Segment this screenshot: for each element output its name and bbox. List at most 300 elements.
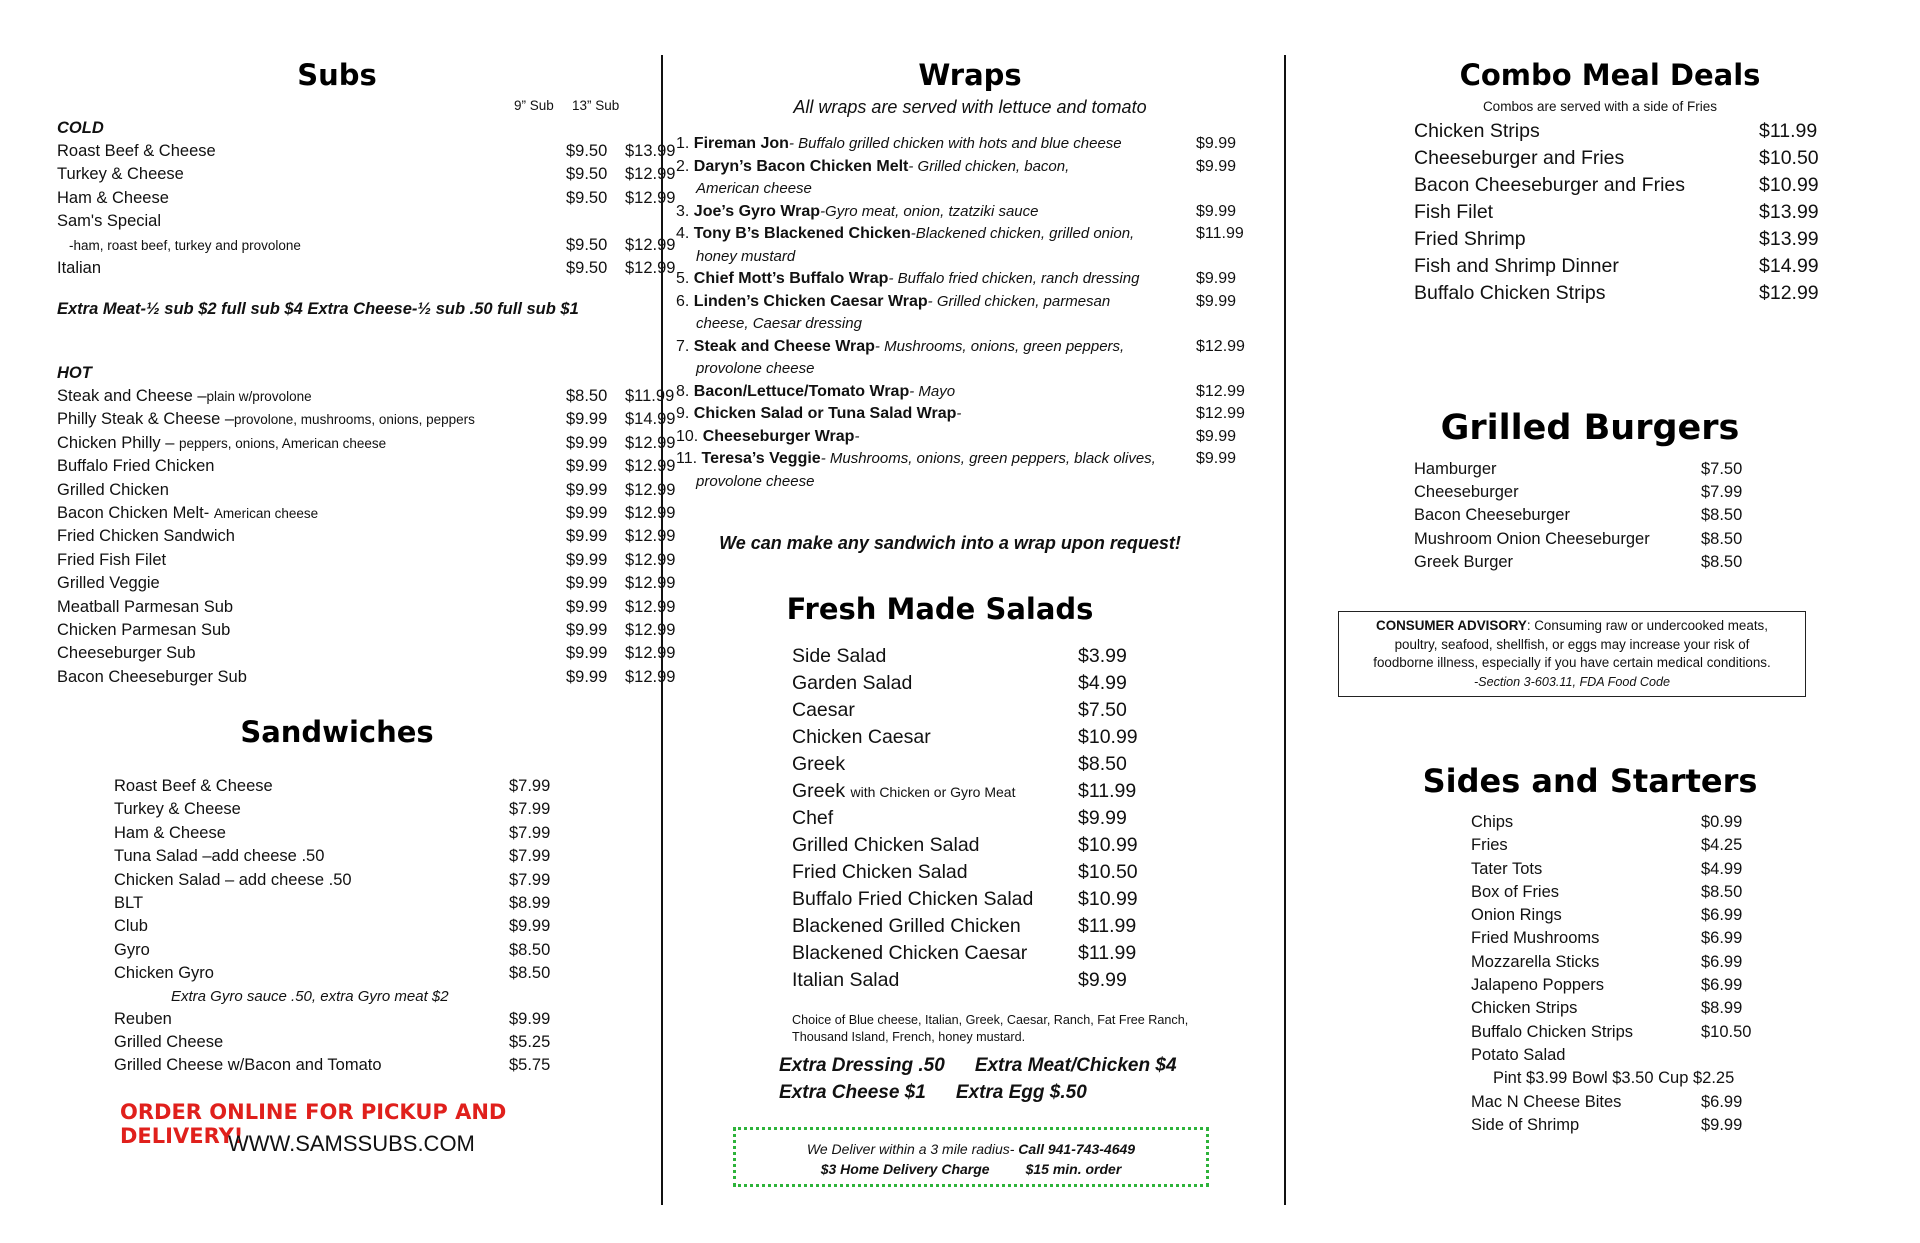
price-small: $9.99	[566, 503, 608, 522]
price-small: $8.50	[566, 387, 608, 405]
side-row	[1471, 834, 1851, 857]
menu-item-row	[57, 642, 676, 665]
sub-size-header-large: 13” Sub	[572, 98, 620, 113]
item-name: Steak and Cheese –	[57, 387, 207, 405]
wrap-price: $9.99	[1196, 427, 1237, 445]
salad-name: Italian Salad	[792, 969, 900, 991]
item-name: Chicken Gyro	[114, 964, 214, 983]
wrap-desc: - Mushrooms, onions, green peppers, black olives,	[820, 450, 1156, 467]
menu-item-row	[114, 892, 614, 915]
side-price: $8.99	[1701, 999, 1743, 1018]
side-price: $6.99	[1701, 1092, 1743, 1111]
wraps-title: Wraps	[918, 58, 1022, 92]
item-price: $7.99	[509, 847, 551, 866]
column-middle	[670, 0, 1270, 1243]
salad-price: $8.50	[1078, 753, 1127, 775]
item-price: $9.99	[509, 917, 551, 936]
salad-row	[792, 886, 1192, 913]
item-name: Philly Steak & Cheese –	[57, 410, 235, 429]
item-name: Bacon Chicken Melt-	[57, 503, 214, 522]
side-price: $4.99	[1701, 859, 1743, 878]
sandwiches-list	[114, 775, 614, 1078]
menu-item-row	[57, 619, 676, 642]
side-price: $6.99	[1701, 976, 1743, 995]
salad-price: $9.99	[1078, 969, 1127, 991]
menu-item-row	[57, 596, 676, 619]
side-price: $6.99	[1701, 952, 1743, 971]
wrap-number: 10.	[676, 427, 703, 445]
combos-list	[1414, 118, 1894, 307]
subs-cold-section	[57, 117, 676, 280]
menu-item-row	[57, 525, 676, 548]
side-row	[1471, 1091, 1851, 1114]
price-small: $9.99	[566, 644, 608, 663]
wrap-item	[676, 156, 1276, 201]
wrap-price: $12.99	[1196, 337, 1245, 355]
wrap-item	[676, 426, 1276, 449]
wrap-price: $12.99	[1196, 382, 1245, 400]
price-small: $9.99	[566, 457, 608, 476]
combo-row	[1414, 118, 1894, 145]
wrap-item	[676, 291, 1276, 336]
price-large: $12.99	[625, 574, 676, 593]
advisory-text-1: : Consuming raw or undercooked meats,	[1526, 618, 1768, 633]
sub-size-header-small: 9” Sub	[514, 98, 554, 113]
item-price: $7.99	[509, 823, 551, 842]
sandwiches-title: Sandwiches	[240, 715, 434, 749]
price-large: $12.99	[625, 235, 676, 254]
salad-name: Grilled Chicken Salad	[792, 834, 980, 856]
item-price: $8.50	[509, 964, 551, 983]
wrap-name: Chief Mott’s Buffalo Wrap	[693, 270, 889, 287]
side-price: $6.99	[1701, 906, 1743, 925]
menu-item-row	[57, 549, 676, 572]
side-name: Potato Salad	[1471, 1045, 1566, 1064]
price-large: $13.99	[625, 142, 676, 160]
wrap-line	[676, 426, 1186, 449]
burger-row	[1414, 504, 1834, 527]
combos-subtitle: Combos are served with a side of Fries	[1482, 99, 1718, 114]
item-name: Meatball Parmesan Sub	[57, 597, 234, 616]
price-small: $9.99	[566, 433, 608, 452]
wrap-desc-cont: provolone cheese	[696, 360, 815, 377]
salad-note: with Chicken or Gyro Meat	[850, 784, 1016, 800]
salad-name: Chef	[792, 807, 834, 829]
wrap-price: $12.99	[1196, 405, 1245, 422]
price-large: $12.99	[625, 527, 676, 546]
column-left	[57, 0, 676, 1243]
combo-row	[1414, 226, 1894, 253]
side-name: Side of Shrimp	[1471, 1115, 1580, 1134]
combo-name: Fried Shrimp	[1414, 228, 1526, 250]
advisory-text-2: poultry, seafood, shellfish, or eggs may increase your risk of	[1394, 636, 1750, 652]
consumer-advisory-box	[1338, 611, 1806, 697]
salad-name: Caesar	[792, 699, 855, 721]
item-price: $7.99	[509, 870, 551, 889]
wrap-desc-cont: American cheese	[696, 180, 812, 197]
side-row	[1471, 811, 1851, 834]
burgers-list	[1414, 458, 1834, 574]
salad-row	[792, 724, 1192, 751]
advisory-text-3: foodborne illness, especially if you have certain medical conditions.	[1373, 655, 1771, 670]
item-name: Reuben	[114, 1009, 172, 1028]
salad-price: $9.99	[1078, 807, 1127, 829]
wrap-number: 2.	[676, 157, 694, 175]
wrap-line	[676, 223, 1186, 246]
combo-price: $13.99	[1759, 228, 1819, 250]
wrap-price: $9.99	[1196, 450, 1237, 467]
price-small: $9.99	[566, 667, 608, 686]
side-price: $4.25	[1701, 836, 1743, 855]
delivery-minimum: $15 min. order	[1025, 1161, 1122, 1177]
salad-row	[792, 832, 1192, 859]
burger-row	[1414, 481, 1834, 504]
delivery-charge: $3 Home Delivery Charge	[820, 1161, 990, 1177]
potato-salad-sizes: Pint $3.99 Bowl $3.50 Cup $2.25	[1493, 1069, 1735, 1088]
side-price: $8.50	[1701, 882, 1743, 901]
salad-name: Blackened Chicken Caesar	[792, 942, 1028, 964]
wraps-list	[676, 133, 1276, 493]
combo-name: Buffalo Chicken Strips	[1414, 282, 1606, 304]
dressing-choices-line1: Choice of Blue cheese, Italian, Greek, Caesar, Ranch, Fat Free Ranch,	[792, 1013, 1189, 1027]
side-row	[1471, 1044, 1851, 1067]
wrap-line	[676, 291, 1186, 314]
sides-list	[1471, 811, 1851, 1137]
wrap-number: 3.	[676, 202, 694, 220]
menu-item-row	[57, 140, 676, 163]
menu-item-row	[57, 187, 676, 210]
wrap-item	[676, 381, 1276, 404]
combo-price: $10.99	[1759, 174, 1819, 196]
salad-price: $4.99	[1078, 672, 1127, 694]
menu-item-row	[114, 939, 614, 962]
subs-hot-section	[57, 362, 676, 689]
burger-row	[1414, 551, 1834, 574]
burger-price: $8.50	[1701, 506, 1743, 525]
menu-item-row	[57, 666, 676, 689]
salads-list	[792, 643, 1192, 994]
side-name: Onion Rings	[1471, 906, 1562, 925]
wrap-number: 1.	[676, 135, 694, 152]
price-small: $9.99	[566, 597, 608, 616]
item-price: $5.75	[509, 1056, 551, 1075]
price-small: $9.50	[566, 142, 608, 160]
price-small: $9.50	[566, 258, 608, 277]
combo-price: $11.99	[1759, 120, 1818, 142]
wrap-item	[676, 223, 1276, 268]
price-large: $12.99	[625, 667, 676, 686]
wrap-desc-cont: honey mustard	[696, 247, 796, 265]
combo-name: Fish Filet	[1414, 201, 1494, 223]
wrap-desc: -	[956, 405, 962, 422]
price-large: $12.99	[625, 550, 676, 569]
item-name: Gyro	[114, 940, 150, 959]
burger-name: Hamburger	[1414, 460, 1497, 478]
menu-item-row	[114, 915, 614, 938]
wrap-number: 4.	[676, 225, 694, 242]
salad-price: $11.99	[1078, 942, 1137, 964]
salad-price: $10.99	[1078, 834, 1138, 856]
burger-name: Bacon Cheeseburger	[1414, 506, 1570, 525]
menu-item-row	[114, 1054, 614, 1077]
salad-price: $10.50	[1078, 861, 1138, 883]
item-name: Fried Chicken Sandwich	[57, 527, 235, 546]
price-small: $9.50	[566, 165, 608, 184]
salad-name: Greek	[792, 753, 846, 775]
order-online-banner: ORDER ONLINE FOR PICKUP AND DELIVERY!	[120, 1100, 507, 1148]
price-small: $9.50	[566, 188, 608, 207]
wrap-number: 5.	[676, 270, 694, 287]
price-large: $11.99	[625, 387, 675, 405]
wrap-line	[676, 268, 1186, 291]
price-small: $9.50	[566, 235, 608, 254]
wrap-name: Cheeseburger Wrap	[702, 427, 855, 445]
advisory-source: -Section 3-603.11, FDA Food Code	[1473, 674, 1670, 689]
burger-row	[1414, 458, 1834, 481]
price-large: $12.99	[625, 165, 676, 184]
wrap-name: Steak and Cheese Wrap	[693, 337, 875, 355]
combo-row	[1414, 199, 1894, 226]
salads-title: Fresh Made Salads	[786, 592, 1094, 626]
item-name: Club	[114, 917, 148, 936]
menu-item-row	[57, 572, 676, 595]
combo-name: Bacon Cheeseburger and Fries	[1414, 174, 1685, 196]
extra-meat-cheese-note: Extra Meat-½ sub $2 full sub $4 Extra Cheese-½ sub .50 full sub $1	[57, 300, 579, 318]
hot-list	[57, 385, 676, 689]
menu-item-row	[114, 869, 614, 892]
side-row	[1471, 1021, 1851, 1044]
salad-price: $7.50	[1078, 699, 1127, 721]
wrap-request-note: We can make any sandwich into a wrap upon request!	[719, 533, 1181, 553]
wrap-desc: - Mayo	[909, 382, 956, 400]
salad-row	[792, 751, 1192, 778]
side-row	[1471, 1114, 1851, 1137]
side-name: Mozzarella Sticks	[1471, 952, 1600, 971]
menu-item-row	[114, 798, 614, 821]
wrap-desc: - Grilled chicken, bacon,	[908, 157, 1070, 175]
wrap-item	[676, 268, 1276, 291]
item-name: Cheeseburger Sub	[57, 644, 196, 663]
burger-price: $7.50	[1701, 460, 1743, 478]
wrap-number: 7.	[676, 337, 694, 355]
combo-price: $13.99	[1759, 201, 1819, 223]
salad-name: Fried Chicken Salad	[792, 861, 968, 883]
wrap-desc: - Grilled chicken, parmesan	[927, 292, 1111, 310]
item-price: $9.99	[509, 1009, 551, 1028]
wrap-line	[676, 201, 1186, 224]
delivery-phone: Call 941-743-4649	[1018, 1141, 1136, 1157]
combo-row	[1414, 253, 1894, 280]
side-row	[1471, 881, 1851, 904]
combo-name: Chicken Strips	[1414, 120, 1540, 142]
menu-item-row	[114, 962, 614, 985]
menu-item-row	[57, 234, 676, 257]
price-large: $12.99	[625, 457, 676, 476]
salad-row	[792, 805, 1192, 832]
price-small: $9.99	[566, 620, 608, 639]
menu-item-row	[114, 1031, 614, 1054]
menu-item-row	[57, 408, 676, 431]
side-row	[1471, 951, 1851, 974]
salad-extras	[779, 1052, 1177, 1106]
menu-item-row	[57, 455, 676, 478]
item-price: $5.25	[509, 1032, 551, 1051]
wrap-price: $9.99	[1196, 157, 1237, 175]
price-large: $12.99	[625, 597, 676, 616]
wrap-name: Bacon/Lettuce/Tomato Wrap	[693, 382, 910, 400]
combo-price: $12.99	[1759, 282, 1819, 304]
wrap-name: Chicken Salad or Tuna Salad Wrap	[693, 405, 957, 422]
item-name: Chicken Philly –	[57, 433, 179, 452]
wrap-desc: - Mushrooms, onions, green peppers,	[874, 337, 1125, 355]
item-name: Ham & Cheese	[114, 823, 226, 842]
salad-price: $10.99	[1078, 726, 1138, 748]
wrap-name: Fireman Jon	[693, 135, 789, 152]
wrap-line	[676, 133, 1186, 156]
wrap-item	[676, 201, 1276, 224]
price-small: $9.99	[566, 410, 608, 429]
wrap-name: Joe’s Gyro Wrap	[693, 202, 821, 220]
salad-price: $3.99	[1078, 645, 1127, 667]
item-name: Turkey & Cheese	[114, 800, 241, 819]
item-note: American cheese	[213, 505, 319, 521]
item-note: plain w/provolone	[206, 389, 312, 404]
item-note: peppers, onions, American cheese	[178, 435, 387, 451]
side-name: Fries	[1471, 836, 1508, 855]
side-name: Jalapeno Poppers	[1471, 976, 1605, 995]
price-small: $9.99	[566, 480, 608, 499]
salad-row	[792, 670, 1192, 697]
side-row	[1471, 904, 1851, 927]
menu-item-row	[57, 385, 675, 408]
advisory-label: CONSUMER ADVISORY	[1376, 618, 1527, 633]
wrap-line	[676, 448, 1186, 471]
hot-label: HOT	[57, 364, 92, 382]
wrap-price: $9.99	[1196, 270, 1237, 287]
combo-name: Cheeseburger and Fries	[1414, 147, 1625, 169]
burger-row	[1414, 528, 1834, 551]
wrap-number: 8.	[676, 382, 694, 400]
side-name: Box of Fries	[1471, 882, 1560, 901]
wrap-name: Daryn’s Bacon Chicken Melt	[693, 157, 909, 175]
burger-name: Mushroom Onion Cheeseburger	[1414, 529, 1650, 548]
item-name: Grilled Chicken	[57, 480, 169, 499]
burgers-title: Grilled Burgers	[1440, 408, 1740, 448]
price-large: $14.99	[625, 410, 676, 429]
salad-name: Blackened Grilled Chicken	[792, 915, 1021, 937]
combo-price: $10.50	[1759, 147, 1819, 169]
salad-name: Buffalo Fried Chicken Salad	[792, 888, 1034, 910]
menu-item-row	[57, 432, 676, 455]
burger-name: Cheeseburger	[1414, 483, 1519, 502]
subs-title: Subs	[297, 58, 377, 92]
column-divider-right	[1284, 55, 1286, 1205]
side-price: $0.99	[1701, 813, 1743, 831]
delivery-radius: We Deliver within a 3 mile radius-	[806, 1141, 1019, 1157]
gyro-extras-note: Extra Gyro sauce .50, extra Gyro meat $2	[171, 987, 449, 1005]
side-name: Tater Tots	[1471, 859, 1543, 878]
dressing-choices-line2: Thousand Island, French, honey mustard.	[792, 1030, 1026, 1044]
salad-price: $10.99	[1078, 888, 1138, 910]
item-name: Buffalo Fried Chicken	[57, 457, 215, 476]
wrap-price: $9.99	[1196, 292, 1237, 310]
salad-row	[792, 913, 1192, 940]
wrap-line	[676, 403, 1186, 426]
price-large: $12.99	[625, 480, 676, 499]
sides-title: Sides and Starters	[1422, 762, 1758, 800]
salad-row	[792, 778, 1192, 805]
side-row	[1471, 927, 1851, 950]
item-price: $7.99	[509, 777, 551, 795]
salad-name: Garden Salad	[792, 672, 913, 694]
menu-item-row	[57, 210, 637, 233]
delivery-info-box	[733, 1127, 1209, 1187]
wrap-line	[676, 156, 1186, 179]
extra-cheese: Extra Cheese $1	[779, 1082, 926, 1103]
combo-name: Fish and Shrimp Dinner	[1414, 255, 1619, 277]
wraps-subtitle: All wraps are served with lettuce and tomato	[793, 97, 1147, 117]
item-note: provolone, mushrooms, onions, peppers	[234, 412, 475, 428]
salad-name: Side Salad	[792, 645, 887, 667]
wrap-desc-cont: cheese, Caesar dressing	[696, 315, 862, 332]
item-name: Grilled Cheese	[114, 1032, 224, 1051]
side-price: $9.99	[1701, 1115, 1743, 1134]
item-name: Chicken Salad – add cheese .50	[114, 870, 352, 889]
price-large: $12.99	[625, 433, 676, 452]
side-name: Chips	[1471, 813, 1514, 831]
wrap-desc: -Blackened chicken, grilled onion,	[910, 225, 1135, 242]
side-name: Chicken Strips	[1471, 999, 1578, 1018]
wrap-desc: - Buffalo fried chicken, ranch dressing	[888, 270, 1140, 287]
price-large: $12.99	[625, 644, 676, 663]
item-name: Grilled Cheese w/Bacon and Tomato	[114, 1056, 382, 1075]
side-price: $6.99	[1701, 929, 1743, 948]
website-url: WWW.SAMSSUBS.COM	[228, 1131, 475, 1156]
price-large: $12.99	[625, 188, 676, 207]
wrap-price: $9.99	[1196, 202, 1237, 220]
item-name: Italian	[57, 258, 102, 277]
wrap-name: Tony B’s Blackened Chicken	[693, 225, 911, 242]
item-price: $8.99	[509, 893, 551, 912]
price-small: $9.99	[566, 574, 608, 593]
price-large: $12.99	[625, 258, 676, 277]
item-name: Ham & Cheese	[57, 188, 169, 207]
wrap-number: 9.	[676, 405, 694, 422]
item-name: Roast Beef & Cheese	[114, 777, 273, 795]
menu-item-row	[57, 163, 676, 186]
salad-name: Chicken Caesar	[792, 726, 931, 748]
wrap-name: Teresa’s Veggie	[701, 450, 821, 467]
burger-name: Greek Burger	[1414, 552, 1514, 571]
wrap-number: 11.	[676, 450, 702, 467]
salad-row	[792, 643, 1192, 670]
item-price: $7.99	[509, 800, 551, 819]
combo-price: $14.99	[1759, 255, 1819, 277]
extra-egg: Extra Egg $.50	[955, 1082, 1087, 1103]
side-row	[1471, 997, 1851, 1020]
salad-price: $11.99	[1078, 780, 1137, 802]
wrap-item	[676, 133, 1276, 156]
side-row	[1471, 974, 1851, 997]
combo-row	[1414, 145, 1894, 172]
item-note: -ham, roast beef, turkey and provolone	[69, 237, 301, 253]
burger-price: $7.99	[1701, 483, 1743, 502]
item-name: Turkey & Cheese	[57, 165, 184, 184]
combo-row	[1414, 172, 1894, 199]
item-name: BLT	[114, 893, 144, 912]
dressing-choices	[792, 1012, 1188, 1046]
menu-item-row	[114, 822, 614, 845]
